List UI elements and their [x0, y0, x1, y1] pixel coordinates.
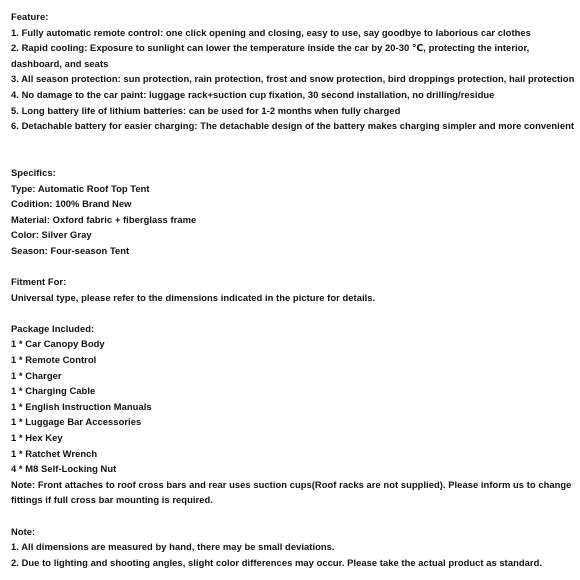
feature-item: 2. Rapid cooling: Exposure to sunlight can lower the temperature inside the car by 20-30 ℃, protecting the interior, dashboard, and seats: [11, 42, 530, 69]
specifics-item: Color: Silver Gray: [11, 229, 92, 241]
package-item: 4 * M8 Self-Locking Nut: [11, 463, 117, 475]
specifics-item: Codition: 100% Brand New: [11, 198, 132, 210]
section-spacer: [11, 305, 578, 321]
package-item: 1 * Luggage Bar Accessories: [11, 416, 142, 428]
package-section: [11, 321, 578, 508]
specifics-section: [11, 165, 578, 259]
fitment-heading: Fitment For:: [11, 276, 67, 288]
section-spacer: [11, 259, 578, 275]
feature-heading: Feature:: [11, 11, 49, 22]
section-spacer: [11, 508, 578, 524]
feature-item: 4. No damage to the car paint: luggage rack+suction cup fixation, 30 second installation, no drilling/residue: [11, 88, 495, 100]
feature-item: 1. Fully automatic remote control: one click opening and closing, easy to use, say goodbye to laborious car clothes: [11, 26, 531, 38]
product-description: [11, 9, 578, 570]
feature-item: 3. All season protection: sun protection, rain protection, frost and snow protection, bird droppings protection, hail protection: [11, 73, 575, 85]
package-item: 1 * Car Canopy Body: [11, 338, 105, 350]
package-item: 1 * English Instruction Manuals: [11, 400, 152, 412]
package-item: 1 * Ratchet Wrench: [11, 447, 98, 459]
note-section: [11, 524, 578, 571]
package-item: 1 * Remote Control: [11, 354, 97, 366]
specifics-item: Season: Four-season Tent: [11, 244, 130, 256]
note-item: 2. Due to lighting and shooting angles, slight color differences may occur. Please take the actual product as standard.: [11, 556, 543, 568]
fitment-text: Universal type, please refer to the dimensions indicated in the picture for details.: [11, 291, 376, 303]
feature-section: [11, 9, 578, 134]
feature-item: 5. Long battery life of lithium batteries: can be used for 1-2 months when fully charged: [11, 104, 401, 116]
feature-item: 6. Detachable battery for easier charging: The detachable design of the battery makes charging simpler and more convenient: [11, 120, 575, 132]
package-item: 1 * Hex Key: [11, 432, 63, 444]
package-item: 1 * Charger: [11, 369, 62, 381]
package-item: 1 * Charging Cable: [11, 385, 96, 397]
specifics-heading: Specifics:: [11, 166, 56, 178]
package-heading: Package Included:: [11, 322, 95, 334]
fitment-section: [11, 274, 578, 305]
specifics-item: Material: Oxford fabric + fiberglass frame: [11, 213, 197, 225]
package-note: Note: Front attaches to roof cross bars and rear uses suction cups(Roof racks are not supplied). Please inform us to change fittings if full cross bar mounting is required.: [11, 478, 572, 506]
section-spacer: [11, 149, 578, 165]
note-item: 1. All dimensions are measured by hand, there may be small deviations.: [11, 541, 335, 553]
note-heading: Note:: [11, 525, 36, 537]
section-spacer: [11, 134, 578, 150]
specifics-item: Type: Automatic Roof Top Tent: [11, 182, 150, 194]
